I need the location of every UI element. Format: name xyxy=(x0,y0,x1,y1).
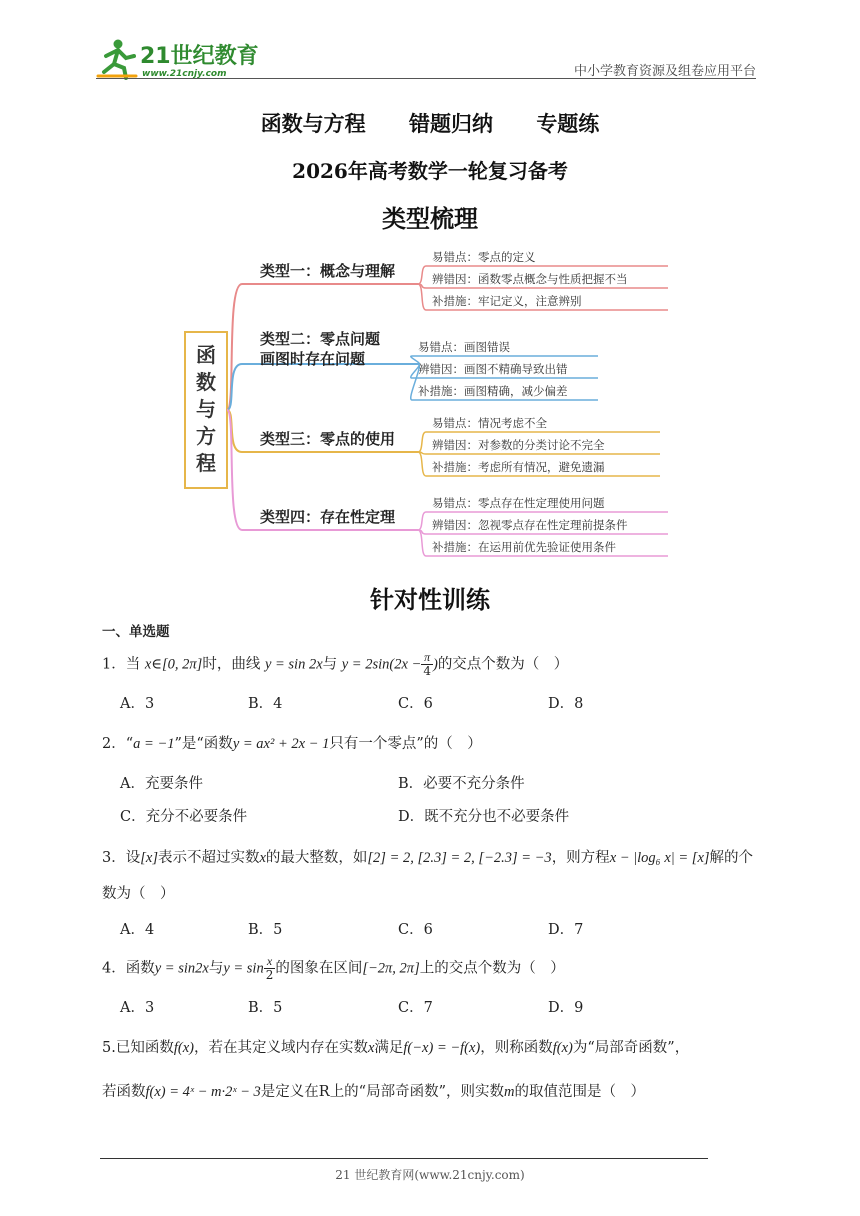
mindmap-branch-label: 类型一：概念与理解 xyxy=(260,262,396,280)
header-platform-name: 中小学教育资源及组卷应用平台 xyxy=(573,64,756,79)
q4-option-c: C．7 xyxy=(398,1000,433,1016)
footer-divider xyxy=(100,1158,708,1159)
section-heading-single-choice: 一、单选题 xyxy=(102,624,170,640)
title-topic: 函数与方程 xyxy=(260,111,366,136)
mindmap-branch-label: 画图时存在问题 xyxy=(260,350,366,368)
mindmap-item-text: 辨错因：忽视零点存在性定理前提条件 xyxy=(432,518,628,532)
mindmap-item-text: 易错点：零点的定义 xyxy=(432,250,536,264)
q3-option-c: C．6 xyxy=(398,922,433,938)
logo-url: www.21cnjy.com xyxy=(142,69,227,79)
mindmap-item-connector xyxy=(418,266,426,284)
q1-option-d: D．8 xyxy=(548,696,584,712)
mindmap-item-connector xyxy=(418,432,426,452)
q4-option-d: D．9 xyxy=(548,1000,584,1016)
q4-option-a: A．3 xyxy=(120,1000,155,1016)
mindmap-item-text: 易错点：情况考虑不全 xyxy=(432,416,547,430)
q2-option-a: A．充要条件 xyxy=(120,776,203,792)
logo-text: 21世纪教育 xyxy=(140,44,259,69)
question-5-cont: 若函数f(x) = 4ˣ − m·2ˣ − 3是定义在R上的“局部奇函数”，则实数m的取值范围是（ ） xyxy=(102,1084,645,1100)
site-logo xyxy=(96,36,266,82)
title-kind: 专题练 xyxy=(536,111,600,136)
mindmap-branch-label: 类型二：零点问题 xyxy=(260,330,381,348)
mindmap-branch-label: 类型三：零点的使用 xyxy=(260,430,396,448)
question-4: 4．函数y = sin2x与y = sin $\frac{x}{2}$ 的图象在区间[−2π, 2π]上的交点个数为（ ） xyxy=(102,954,565,982)
q3-option-b: B．5 xyxy=(248,922,283,938)
q1-option-b: B．4 xyxy=(248,696,283,712)
q1-option-c: C．6 xyxy=(398,696,433,712)
question-3-cont: 数为（ ） xyxy=(102,886,175,902)
mindmap-root-char: 与 xyxy=(196,397,216,421)
mindmap-root-char: 程 xyxy=(196,451,216,475)
mindmap-item-text: 辨错因：画图不精确导致出错 xyxy=(418,362,568,376)
q4-option-b: B．5 xyxy=(248,1000,283,1016)
mindmap-item-text: 辨错因：对参数的分类讨论不完全 xyxy=(432,438,605,452)
question-1: 1．当 x∈[0, 2π]时，曲线 y = sin 2x与 y = 2sin(2x − $\frac{\pi}{4}$ )的交点个数为（ ） xyxy=(102,650,569,678)
mindmap-item-text: 补措施：画图精确，减少偏差 xyxy=(418,384,568,398)
mindmap-branch-line xyxy=(227,364,418,410)
q3-option-d: D．7 xyxy=(548,922,584,938)
runner-icon xyxy=(98,40,136,79)
title-type: 错题归纳 xyxy=(409,111,493,136)
q2-option-c: C．充分不必要条件 xyxy=(120,809,248,825)
mindmap-item-connector xyxy=(418,512,426,530)
question-2: 2．“a = −1”是“函数y = ax² + 2x − 1只有一个零点”的（ ） xyxy=(102,736,482,752)
mindmap-item-text: 易错点：零点存在性定理使用问题 xyxy=(432,496,605,510)
q2-option-d: D．既不充分也不必要条件 xyxy=(398,809,570,825)
footer-text: 21 世纪教育网(www.21cnjy.com) xyxy=(335,1168,525,1182)
mindmap-root-char: 方 xyxy=(196,424,216,448)
q2-option-b: B．必要不充分条件 xyxy=(398,776,525,792)
question-5: 5.已知函数f(x)，若在其定义域内存在实数x满足f(−x) = −f(x)，则称函数f(x)为“局部奇函数”， xyxy=(102,1040,690,1056)
mindmap-item-connector xyxy=(418,452,426,476)
mindmap-branch-label: 类型四：存在性定理 xyxy=(260,508,396,526)
mindmap-root-char: 函 xyxy=(196,343,216,367)
section-title-training: 针对性训练 xyxy=(370,585,490,614)
header-divider xyxy=(96,78,756,79)
q3-option-a: A．4 xyxy=(120,922,155,938)
mindmap-item-text: 补措施：在运用前优先验证使用条件 xyxy=(432,540,616,554)
q1-option-a: A．3 xyxy=(120,696,155,712)
doc-title-line1 xyxy=(0,108,860,138)
mindmap-item-text: 易错点：画图错误 xyxy=(418,340,510,354)
doc-title-line2: 2026年高考数学一轮复习备考 xyxy=(292,159,568,183)
section-title-types: 类型梳理 xyxy=(382,204,478,233)
mind-map xyxy=(180,240,680,560)
mindmap-item-text: 补措施：考虑所有情况，避免遗漏 xyxy=(432,460,605,474)
mindmap-root-char: 数 xyxy=(196,370,216,394)
mindmap-item-text: 辨错因：函数零点概念与性质把握不当 xyxy=(432,272,628,286)
question-3: 3．设[x]表示不超过实数x的最大整数，如[2] = 2, [2.3] = 2, [−2.3] = −3，则方程x − |log₆ x| = [x]解的个 xyxy=(102,850,754,866)
mindmap-item-text: 补措施：牢记定义，注意辨别 xyxy=(432,294,582,308)
